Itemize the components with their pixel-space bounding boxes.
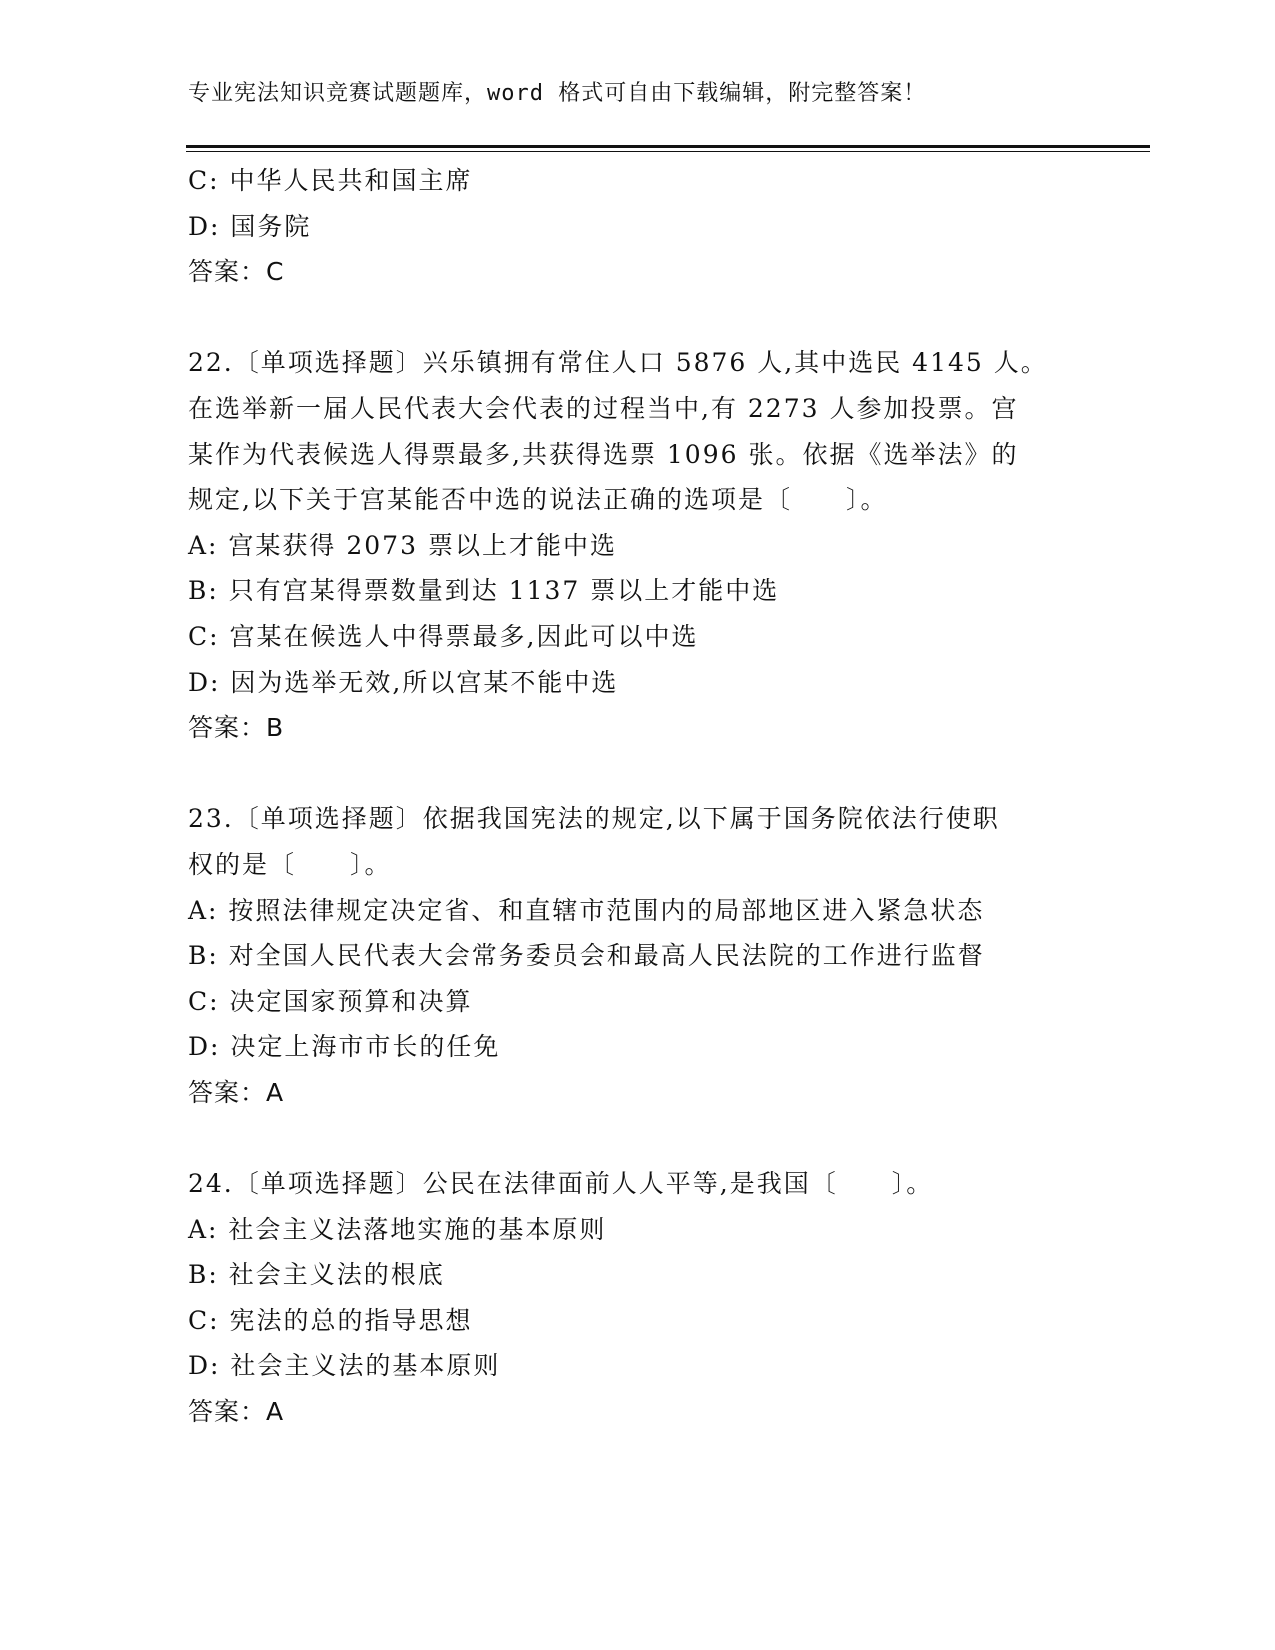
question-stem-line: 23.〔单项选择题〕依据我国宪法的规定,以下属于国务院依法行使职	[188, 804, 1000, 834]
prev-question-tail	[188, 158, 1068, 295]
option-c: C: 中华人民共和国主席	[188, 166, 473, 195]
question-stem-line: 规定,以下关于宫某能否中选的说法正确的选项是〔 〕。	[188, 485, 888, 515]
header-rule-thin	[186, 151, 1150, 152]
answer-line: 答案：C	[188, 257, 285, 287]
option-a: A: 宫某获得 2073 票以上才能中选	[188, 530, 617, 560]
question-stem-line: 22.〔单项选择题〕兴乐镇拥有常住人口 5876 人,其中选民 4145 人。	[188, 348, 1048, 378]
option-d: D: 社会主义法的基本原则	[188, 1351, 501, 1381]
answer-line: 答案：A	[188, 1397, 285, 1427]
option-c: C: 宫某在候选人中得票最多,因此可以中选	[188, 621, 699, 651]
question-stem-line: 24.〔单项选择题〕公民在法律面前人人平等,是我国〔 〕。	[188, 1169, 934, 1199]
header-note: 专业宪法知识竞赛试题题库，word 格式可自由下载编辑，附完整答案！	[188, 81, 927, 106]
question-23	[188, 796, 1068, 1115]
option-d: D: 决定上海市市长的任免	[188, 1032, 501, 1062]
question-stem-line: 权的是〔 〕。	[188, 849, 392, 879]
content-area	[188, 158, 1068, 1435]
answer-line: 答案：A	[188, 1077, 285, 1107]
spacer	[188, 751, 1068, 797]
option-a: A: 社会主义法落地实施的基本原则	[188, 1214, 607, 1244]
option-b: B: 社会主义法的根底	[188, 1260, 445, 1290]
option-b: B: 对全国人民代表大会常务委员会和最高人民法院的工作进行监督	[188, 941, 985, 971]
question-stem-line: 在选举新一届人民代表大会代表的过程当中,有 2273 人参加投票。宫	[188, 393, 1019, 423]
option-a: A: 按照法律规定决定省、和直辖市范围内的局部地区进入紧急状态	[188, 895, 985, 925]
header-rule-thick	[186, 145, 1150, 148]
option-d: D: 国务院	[188, 211, 312, 241]
option-c: C: 宪法的总的指导思想	[188, 1305, 473, 1335]
option-d: D: 因为选举无效,所以宫某不能中选	[188, 667, 619, 697]
spacer	[188, 295, 1068, 341]
question-22	[188, 340, 1068, 750]
question-24	[188, 1161, 1068, 1435]
option-b: B: 只有宫某得票数量到达 1137 票以上才能中选	[188, 576, 780, 606]
spacer	[188, 1115, 1068, 1161]
answer-line: 答案：B	[188, 713, 285, 743]
option-c: C: 决定国家预算和决算	[188, 986, 473, 1016]
question-stem-line: 某作为代表候选人得票最多,共获得选票 1096 张。依据《选举法》的	[188, 439, 1019, 469]
